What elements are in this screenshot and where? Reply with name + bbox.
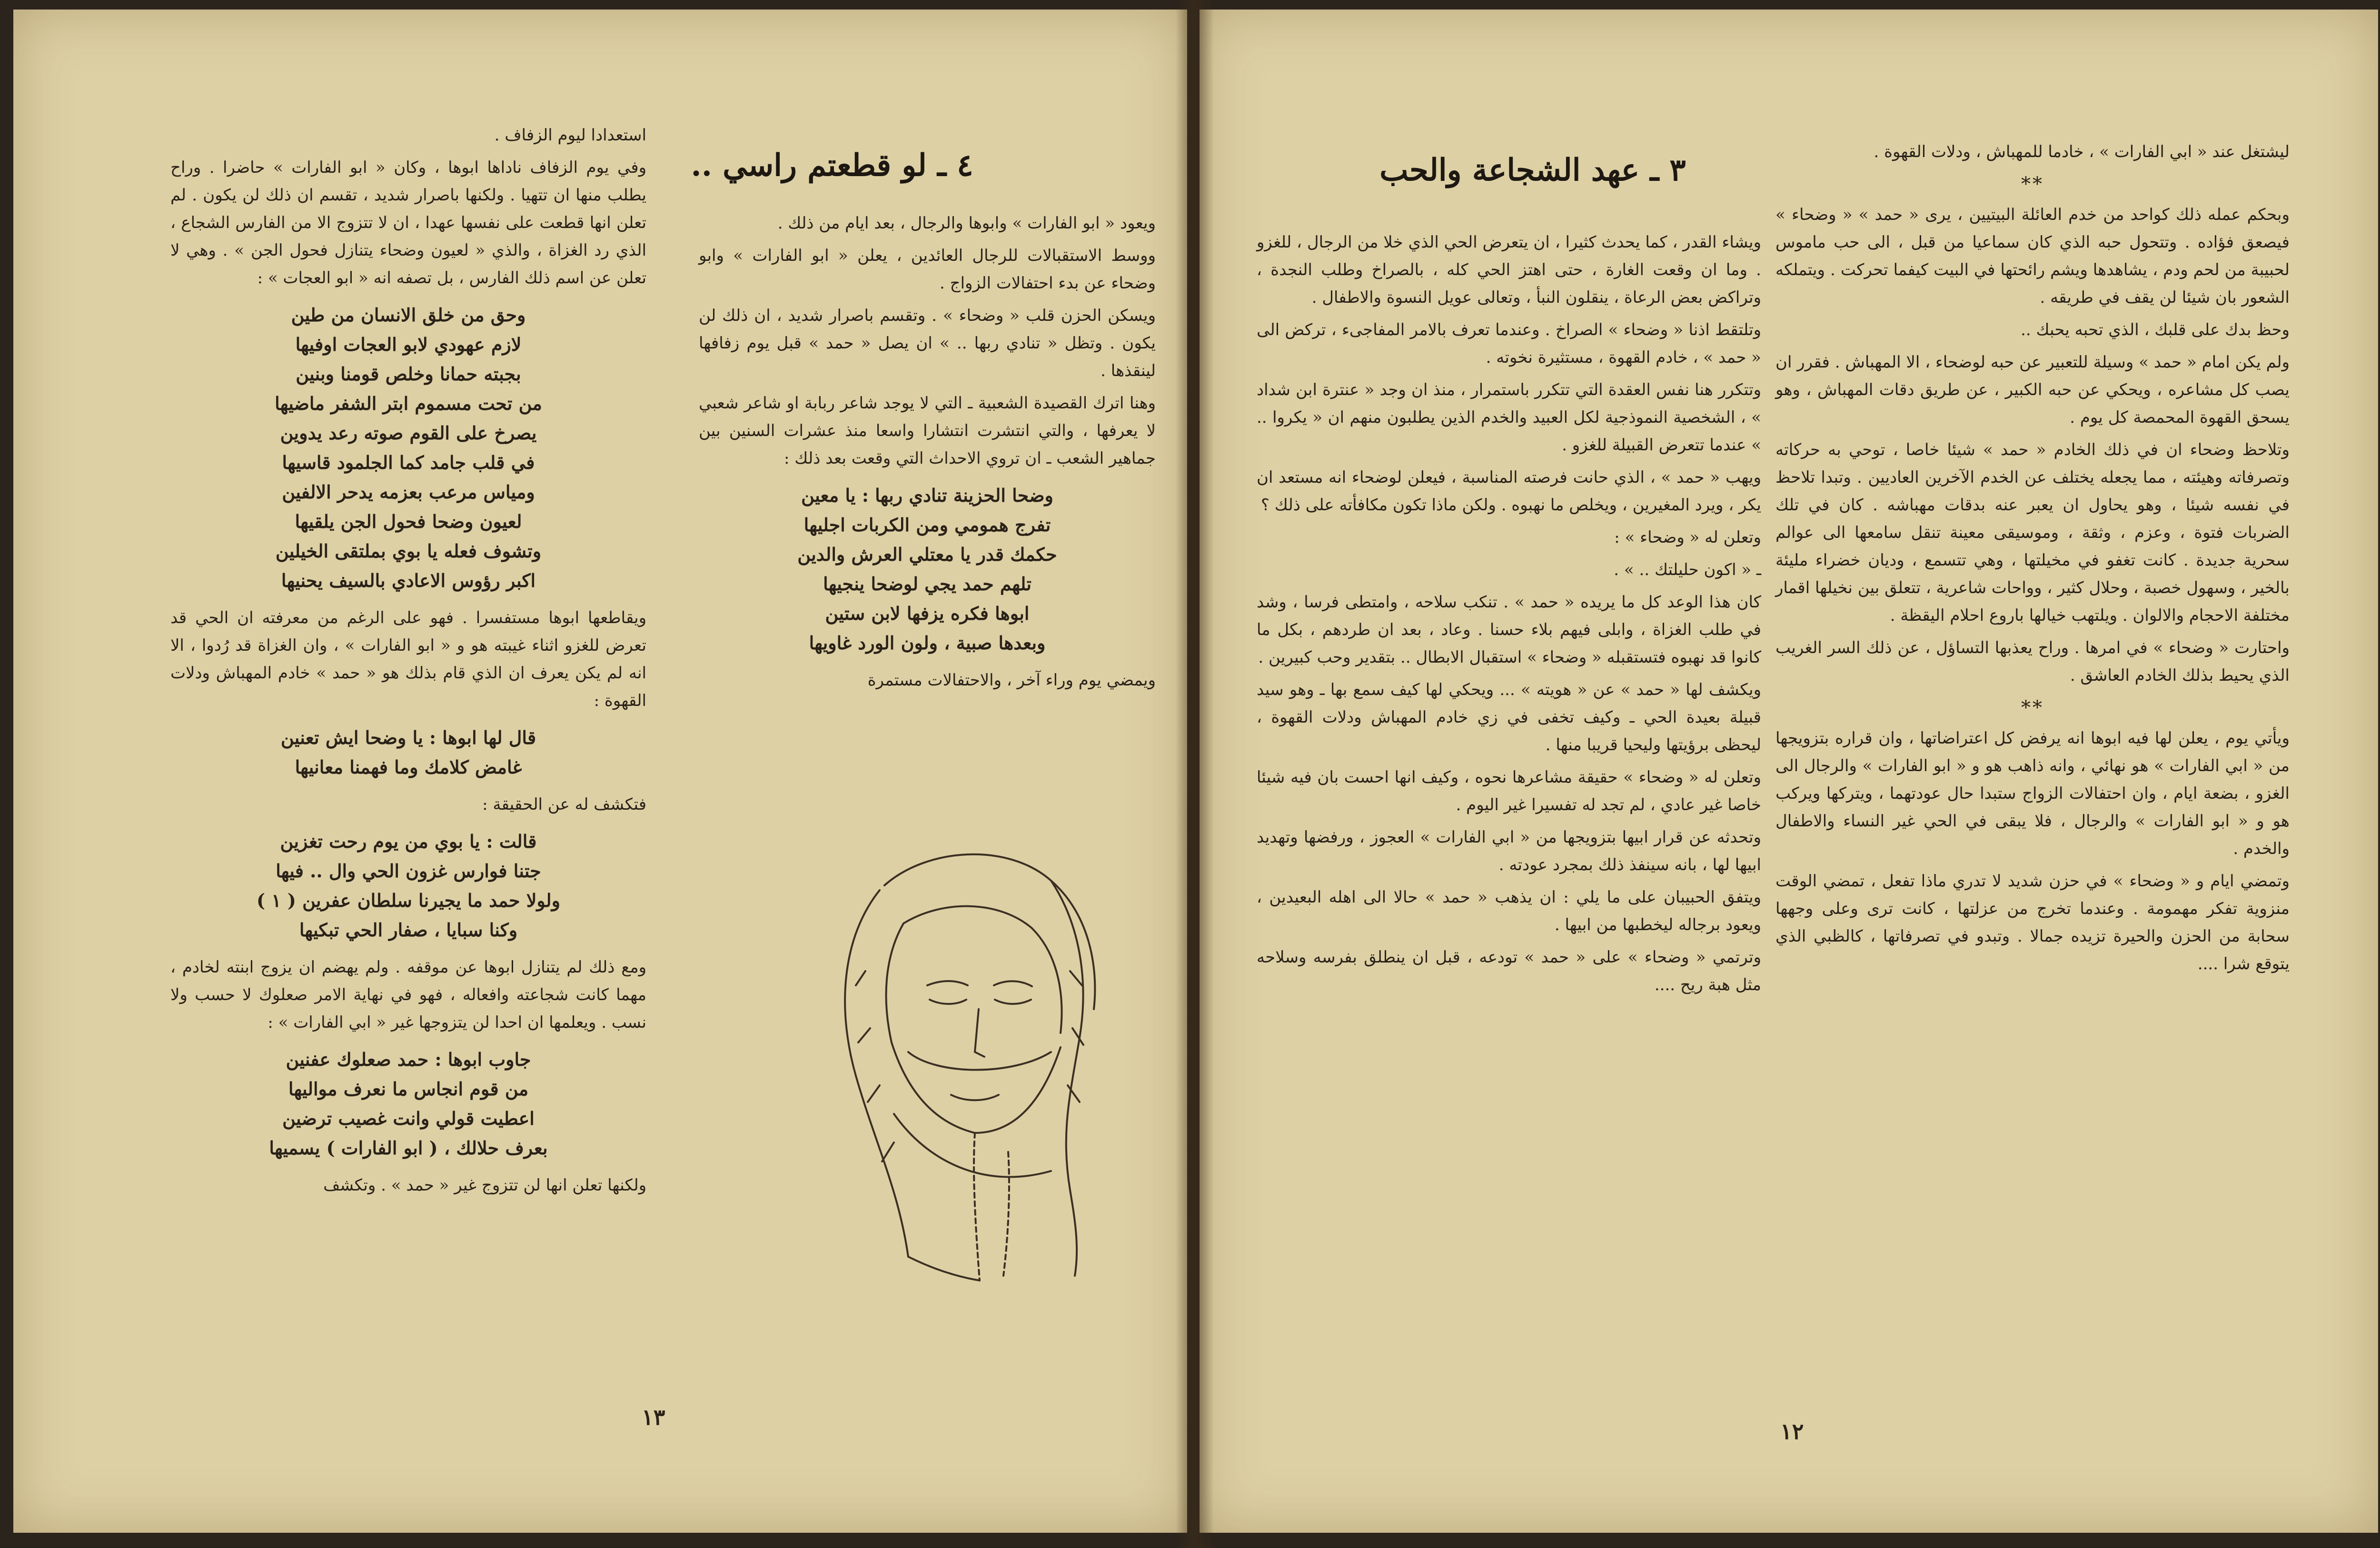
paragraph: كان هذا الوعد كل ما يريده « حمد » . تنكب سلاحه ، وامتطى فرسا ، وشد في طلب الغزاة ، وابلى فيهم بلاء حسنا . وعاد ، بعد ان طردهم ، بكل ما كانوا قد نهبوه فتستقبله « وضحاء » استقبال الابطال .. بتقدير وحب كبيرين . [1257,593,1761,667]
paragraph: استعدادا ليوم الزفاف . [494,126,646,145]
paragraph: ويتفق الحبيبان على ما يلي : ان يذهب « حمد » حالا الى اهله البعيدين ، ويعود برجاله ليخطبها من ابيها . [1257,888,1761,934]
left-page-left-column [699,209,1156,699]
left-page [13,10,1187,1533]
page-number: ١٢ [1780,1419,1804,1444]
poem-verses: قالت : يا بوي من يوم رحت تغزين جتنا فوارس غزون الحي وال .. فيها ولولا حمد ما يجيرنا سلطان عفرين ( ١ ) وكنا سبايا ، صفار الحي تبكيها [257,831,560,941]
right-page-left-column [1257,228,1761,1003]
section-separator: ** [2021,173,2044,195]
paragraph: ويمضي يوم وراء آخر ، والاحتفالات مستمرة [867,671,1156,690]
poem-verses: وحق من خلق الانسان من طين لازم عهودي لابو العجات اوفيها بجبته حمانا وخلص قومنا وبنين من تحت مسموم ابتر الشفر ماضيها يصرخ على القوم صوته رعد يدوين في قلب جامد كما الجلمود قاسيها ومياس مرعب بعزمه يدحر الالفين لعيون وضحا فحول الجن يلقيها وتشوف فعله يا بوي بملتقى الخيلين اكبر رؤوس الاعادي بالسيف يحنيها [275,304,542,591]
paragraph: وهنا اترك القصيدة الشعبية ـ التي لا يوجد شاعر ربابة او شاعر شعبي لا يعرفها ، والتي انتشرت انتشارا واسعا منذ عشرات السنين بين جماهير الشعب ـ ان تروي الاحداث التي وقعت بعد ذلك : [699,394,1156,468]
paragraph: ولكنها تعلن انها لن تتزوج غير « حمد » . وتكشف [323,1176,646,1195]
paragraph: وتعلن له « وضحاء » حقيقة مشاعرها نحوه ، وكيف انها احست بان فيه شيئا خاصا غير عادي ، لم تجد له تفسيرا غير اليوم . [1257,768,1761,814]
paragraph: واحتارت « وضحاء » في امرها . وراح يعذبها التساؤل ، عن ذلك السر الغريب الذي يحيط بذلك الخادم العاشق . [1775,638,2290,685]
page-number: ١٣ [642,1404,665,1430]
left-page-right-column [170,121,646,1204]
chapter-heading-4: ٤ ـ لو قطعتم راسي .. [691,148,973,183]
paragraph: وفي يوم الزفاف ناداها ابوها ، وكان « ابو الفارات » حاضرا . وراح يطلب منها ان تتهيا . ولكنها باصرار شديد ، تقسم ان ذلك لن يكون . لم تعلن انها قطعت على نفسها عهدا ، ان لا تتزوج الا من الفارس الشجاع ، الذي رد الغزاة ، والذي « لعيون وضحاء يتنازل فحول الجن » . وهي لا تعلن عن اسم ذلك الفارس ، بل تصفه انه « ابو العجات » : [170,158,646,288]
paragraph: وتلتقط اذنا « وضحاء » الصراخ . وعندما تعرف بالامر المفاجىء ، تركض الى « حمد » ، خادم القهوة ، مستثيرة نخوته . [1257,320,1761,367]
paragraph: ولم يكن امام « حمد » وسيلة للتعبير عن حبه لوضحاء ، الا المهباش . فقرر ان يصب كل مشاعره ، ويحكي عن حبه الكبير ، عن طريق دقات المهباش ، وهو يسحق القهوة المحمصة كل يوم . [1775,353,2290,427]
paragraph: ويأتي يوم ، يعلن لها فيه ابوها انه يرفض كل اعتراضاتها ، وان قراره بتزويجها من « ابي الفارات » هو نهائي ، وانه ذاهب هو و « ابو الفارات » والرجال الى الغزو ، بضعة ايام ، وان احتفالات الزواج ستبدا حال عودتهما ، ويتركها ويركب هو و « ابو الفارات » والرجال ، فلا يبقى في الحي غير النساء والاطفال والخدم . [1775,729,2290,858]
paragraph: ومع ذلك لم يتنازل ابوها عن موقفه . ولم يهضم ان يزوج ابنته لخادم ، مهما كانت شجاعته وافعاله ، فهو في نهاية الامر صعلوك لا حسب ولا نسب . ويعلمها ان احدا لن يتزوجها غير « ابي الفارات » : [170,958,646,1032]
section-separator: ** [2021,697,2044,719]
veiled-woman-sketch [784,828,1156,1314]
paragraph: وترتمي « وضحاء » على « حمد » تودعه ، قبل ان ينطلق بفرسه وسلاحه مثل هبة ريح .... [1257,948,1761,994]
poem-verses: جاوب ابوها : حمد صعلوك عفنين من قوم انجاس ما نعرف مواليها اعطيت قولي وانت غصيب ترضين بعرف حلالك ، ( ابو الفارات ) يسميها [269,1049,548,1159]
paragraph: وبحكم عمله ذلك كواحد من خدم العائلة البيتيين ، يرى « حمد » « وضحاء » فيصعق فؤاده . وتتحول حبه الذي كان سماعيا من قبل ، الى حب ماموس لحبيبة من لحم ودم ، يشاهدها ويشم رائحتها في البيت كيفما تحركت . ويتملكه الشعور بان شيئا لن يقف في طريقه . [1775,205,2290,307]
paragraph: وتمضي ايام و « وضحاء » في حزن شديد لا تدري ماذا تفعل ، تمضي الوقت منزوية تفكر مهمومة . وعندما تخرج من عزلتها ، كانت ترى وعلى وجهها سحابة من الحزن والحيرة تزيده جمالا . وتبدو في تصرفاتها ، كالظبي الذي يتوقع شرا .... [1775,872,2290,973]
paragraph: وتلاحظ وضحاء ان في ذلك الخادم « حمد » شيئا خاصا ، توحي به حركاته وتصرفاته وهيئته ، مما يجعله يختلف عن الخدم الآخرين العاديين . وتبدا تلاحظ في نفسه شيئا ، وهو يحاول ان يعبر عنه بدقات مهباشه . كان في تلك الضربات فتوة ، وعزم ، وثقة ، وموسيقى معينة تنقل سامعها الى عوالم سحرية جديدة . كانت تغفو في مخيلتها ، وهي تتسمع ، وديان خضراء مليئة بالخير ، وسهول خصبة ، وحلال كثير ، وواحات شاعرية ، تتعلق بين نخيلها اقمار مختلفة الاحجام والالوان . ويلتهب خيالها باروع احلام اليقظة . [1775,440,2290,625]
poem-verses: قال لها ابوها : يا وضحا ايش تعنين غامض كلامك وما فهمنا معانيها [280,727,536,778]
paragraph: ويعود « ابو الفارات » وابوها والرجال ، بعد ايام من ذلك . [777,214,1156,233]
paragraph: ويشاء القدر ، كما يحدث كثيرا ، ان يتعرض الحي الذي خلا من الرجال ، للغزو . وما ان وقعت الغارة ، حتى اهتز الحي كله ، بالصراخ وطلب النجدة ، وتراكض بعض الرعاة ، ينقلون النبأ ، وتعالى عويل النسوة والاطفال . [1257,233,1761,307]
paragraph: ـ « اكون حليلتك .. » . [1614,560,1761,579]
paragraph: ووسط الاستقبالات للرجال العائدين ، يعلن « ابو الفارات » وابو وضحاء عن بدء احتفالات الزواج . [699,246,1156,293]
poem-verses: وضحا الحزينة تنادي ربها : يا معين تفرج همومي ومن الكربات اجليها حكمك قدر يا معتلي العرش والدين تلهم حمد يجي لوضحا ينجيها ابوها فكره يزفها لابن ستين وبعدها صبية ، ولون الورد غاويها [797,485,1057,654]
right-page [1200,10,2378,1533]
paragraph: ويهب « حمد » ، الذي حانت فرصته المناسبة ، فيعلن لوضحاء انه مستعد ان يكر ، ويرد المغيرين ، ويخلص ما نهبوه . ولكن ماذا تكون مكافأته على ذلك ؟ [1257,468,1761,515]
paragraph: فتكشف له عن الحقيقة : [482,795,646,814]
paragraph: ليشتغل عند « ابي الفارات » ، خادما للمهباش ، ودلات القهوة . [1874,142,2290,161]
right-page-right-column [1775,138,2290,982]
paragraph: ويسكن الحزن قلب « وضحاء » . وتقسم باصرار شديد ، ان ذلك لن يكون . وتظل « تنادي ربها .. » ان يصل « حمد » قبل يوم زفافها لينقذها . [699,306,1156,380]
book-gutter [1176,0,1214,1548]
paragraph: وتتكرر هنا نفس العقدة التي تتكرر باستمرار ، منذ ان وجد « عنترة ابن شداد » ، الشخصية النموذجية لكل العبيد والخدم الذين يطلبون منهم ان « يكروا .. » عندما تتعرض القبيلة للغزو . [1257,380,1761,455]
paragraph: وحظ بدك على قلبك ، الذي تحبه يحبك .. [2021,320,2290,339]
chapter-heading-3: ٣ ـ عهد الشجاعة والحب [1379,152,1686,188]
paragraph: وتعلن له « وضحاء » : [1614,528,1761,547]
paragraph: ويكشف لها « حمد » عن « هويته » ... ويحكي لها كيف سمع بها ـ وهو سيد قبيلة بعيدة الحي ـ وكيف تخفى في زي خادم المهباش ودلات القهوة ، ليحظى برؤيتها وليحيا قريبا منها . [1257,680,1761,754]
paragraph: وتحدثه عن قرار ابيها بتزويجها من « ابي الفارات » العجوز ، ورفضها وتهديد ابيها لها ، بانه سينفذ ذلك بمجرد عودته . [1257,828,1761,874]
paragraph: ويقاطعها ابوها مستفسرا . فهو على الرغم من معرفته ان الحي قد تعرض للغزو اثناء غيبته هو و « ابو الفارات » ، وان الغزاة قد رُدوا ، الا انه لم يكن يعرف ان الذي قام بذلك هو « حمد » خادم المهباش ودلات القهوة : [170,608,646,710]
